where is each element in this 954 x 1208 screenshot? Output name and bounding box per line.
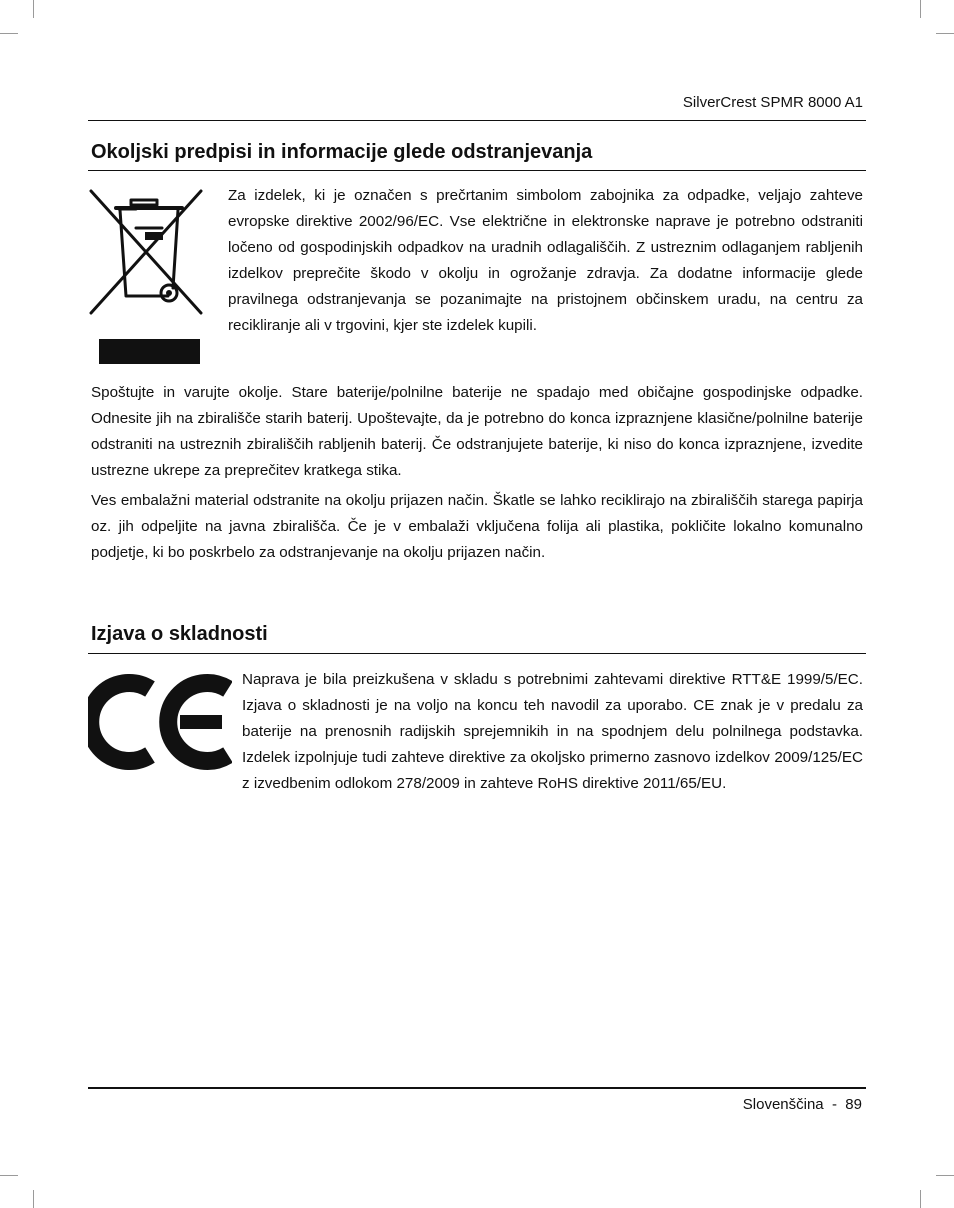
footer-rule: [88, 1087, 866, 1089]
crop-mark: [936, 1175, 954, 1176]
crop-mark: [0, 1175, 18, 1176]
page-header: SilverCrest SPMR 8000 A1: [682, 94, 863, 111]
section-rule: [88, 653, 866, 654]
conformity-paragraph: Naprava je bila preizkušena v skladu s potrebnimi zahtevami direktive RTT&E 1999/5/EC. Izjava o skladnosti je na voljo na koncu teh navodil za uporabo. CE znak je v predalu za baterije na prenosnih radijskih sprejemnikih in na spodnjem delu polnilnega podstavka. Izdelek izpolnjuje tudi zahteve direktive za okoljsko primerno zasnovo izdelkov 2009/125/EC z izvedbenim odlokom 278/2009 in zahteve RoHS direktive 2011/65/EU.: [242, 671, 863, 792]
crop-mark: [920, 1190, 921, 1208]
page-number: Slovenščina - 89: [742, 1096, 862, 1113]
crop-mark: [0, 33, 18, 34]
crop-mark: [936, 33, 954, 34]
crop-mark: [920, 0, 921, 18]
battery-paragraph: Spoštujte in varujte okolje. Stare baterije/polnilne baterije ne spadajo med običajne gospodinjske odpadke. Odnesite jih na zbirališče starih baterij. Upoštevajte, da je potrebno do konca izpraznjene klasične/polnilne baterije odstraniti na ustreznih zbirališčih rabljenih baterij. Če odstranjujete baterije, ki niso do konca izpraznjene, izvedite ustrezne ukrepe za preprečitev kratkega stika.: [91, 384, 863, 479]
section-title-conformity: Izjava o skladnosti: [91, 623, 268, 645]
crop-mark: [33, 1190, 34, 1208]
disposal-paragraph: Za izdelek, ki je označen s prečrtanim simbolom zabojnika za odpadke, veljajo zahteve evropske direktive 2002/96/EC. Vse električne in elektronske naprave je potrebno odstraniti ločeno od gospodinjskih odpadkov na uradnih odlagališčih. Z ustreznim odlaganjem rabljenih izdelkov preprečite škodo v okolju in ogrožanje zdravja. Za dodatne informacije glede pravilnega odstranjevanja se pozanimajte na pristojnem občinskem uradu, na centru za recikliranje ali v trgovini, kjer ste izdelek kupili.: [228, 187, 863, 334]
section-title-disposal: Okoljski predpisi in informacije glede odstranjevanja: [91, 141, 593, 163]
ce-mark-icon: [88, 672, 232, 772]
packaging-paragraph: Ves embalažni material odstranite na okolju prijazen način. Škatle se lahko reciklirajo na zbirališčih starega papirja oz. jih odpeljite na javna zbirališča. Če je v embalaži vključena folija ali plastika, pokličite lokalno komunalno podjetje, ki bo poskrbelo za odstranjevanje na okolju prijazen način.: [91, 492, 863, 561]
crossed-out-wheelie-bin-icon: [88, 188, 204, 366]
section-rule: [88, 170, 866, 171]
header-rule: [88, 120, 866, 121]
crop-mark: [33, 0, 34, 18]
